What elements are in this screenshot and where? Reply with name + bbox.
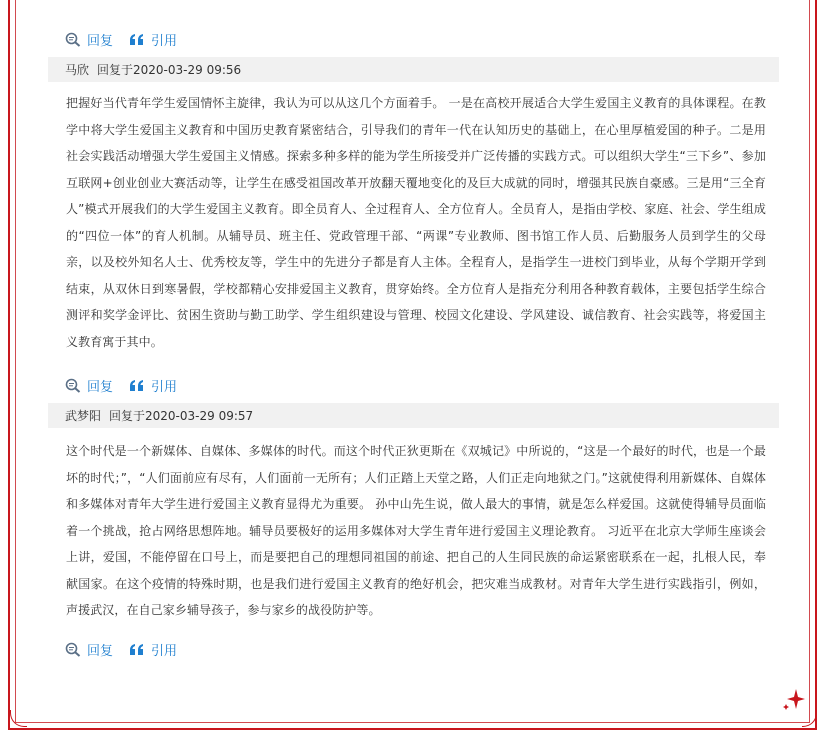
quote-mark-icon (129, 33, 145, 46)
magnifier-comment-icon (65, 378, 81, 393)
post-actions-top (65, 30, 177, 48)
reply-author[interactable]: 武梦阳 (65, 409, 102, 423)
post-actions (65, 376, 177, 394)
reply-label: 回复 (87, 33, 114, 49)
reply-timestamp: 回复于2020-03-29 09:56 (97, 63, 242, 77)
quote-button[interactable] (129, 30, 177, 49)
quote-label: 引用 (151, 643, 178, 659)
quote-mark-icon (129, 379, 145, 392)
reply-header (48, 403, 779, 428)
reply-label: 回复 (87, 379, 114, 395)
magnifier-comment-icon (65, 32, 81, 47)
reply-content: 这个时代是一个新媒体、自媒体、多媒体的时代。而这个时代正狄更斯在《双城记》中所说的，“这是一个最好的时代，也是一个最坏的时代；”，“人们面前应有尽有，人们面前一无所有；人们正踏上天堂之路，人们正走向地狱之门。”这就使得利用新媒体、自媒体和多媒体对青年大学生进行爱国主义教育显得尤为重要。 孙中山先生说，做人最大的事情，就是怎么样爱国。这就使得辅导员面临着一个挑战，抢占网络思想阵地。辅导员要极好的运用多媒体对大学生青年进行爱国主义理论教育。 习近平在北京大学师生座谈会上讲，爱国，不能停留在口号上，而是要把自己的理想同祖国的前途、把自己的人生同民族的命运紧密联系在一起，扎根人民，奉献国家。在这个疫情的特殊时期，也是我们进行爱国主义教育的绝好机会，把灾难当成教材。对青年大学生进行实践指引，例如，声援武汉，在自己家乡辅导孩子，参与家乡的战役防护等。 (66, 444, 766, 617)
reply-button[interactable] (65, 376, 113, 395)
sparkle-star-icon (783, 688, 805, 710)
quote-button[interactable] (129, 640, 177, 659)
quote-label: 引用 (151, 379, 178, 395)
quote-label: 引用 (151, 33, 178, 49)
post-actions (65, 640, 177, 658)
reply-content: 把握好当代青年学生爱国情怀主旋律，我认为可以从这几个方面着手。 一是在高校开展适合大学生爱国主义教育的具体课程。在教学中将大学生爱国主义教育和中国历史教育紧密结合，引导我们的青年一代在认知历史的基础上，在心里厚植爱国的种子。二是用社会实践活动增强大学生爱国主义情感。探索多种多样的能为学生所接受并广泛传播的实践方式。可以组织大学生“三下乡”、参加互联网+创业创业大赛活动等，让学生在感受祖国改革开放翻天覆地变化的及巨大成就的同时，增强其民族自豪感。三是用“三全育人”模式开展我们的大学生爱国主义教育。即全员育人、全过程育人、全方位育人。全员育人，是指由学校、家庭、社会、学生组成的“四位一体”的育人机制。从辅导员、班主任、党政管理干部、“两课”专业教师、图书馆工作人员、后勤服务人员到学生的父母亲，以及校外知名人士、优秀校友等，学生中的先进分子都是育人主体。全程育人，是指学生一进校门到毕业，从每个学期开学到结束，从双休日到寒暑假，学校都精心安排爱国主义教育，贯穿始终。全方位育人是指充分利用各种教育载体，主要包括学生综合测评和奖学金评比、贫困生资助与勤工助学、学生组织建设与管理、校园文化建设、学风建设、诚信教育、社会实践等，将爱国主义教育寓于其中。 (66, 96, 766, 349)
quote-mark-icon (129, 643, 145, 656)
reply-button[interactable] (65, 640, 113, 659)
reply-button[interactable] (65, 30, 113, 49)
magnifier-comment-icon (65, 642, 81, 657)
reply-label: 回复 (87, 643, 114, 659)
quote-button[interactable] (129, 376, 177, 395)
reply-header (48, 57, 779, 82)
reply-author[interactable]: 马欣 (65, 63, 90, 77)
reply-timestamp: 回复于2020-03-29 09:57 (109, 409, 254, 423)
